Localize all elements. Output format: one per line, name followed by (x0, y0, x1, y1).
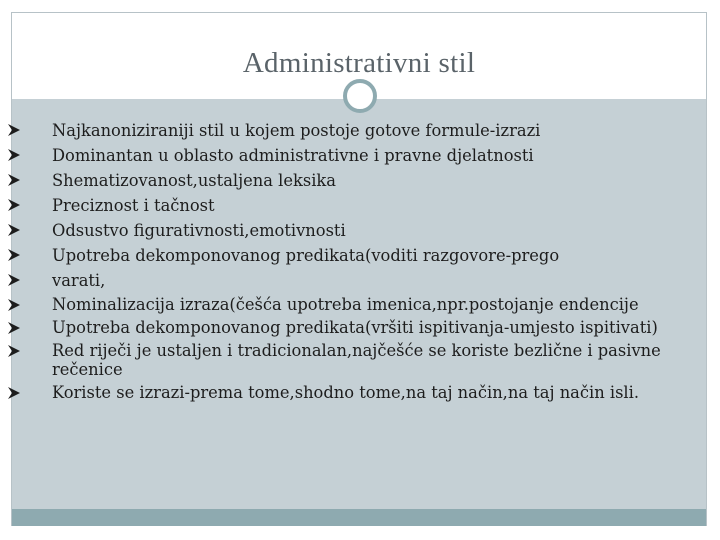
bullet-text: Red riječi je ustaljen i tradicionalan,najčešće se koriste bezlične i pasivne rečenice (52, 341, 661, 379)
bullet-text: Shematizovanost,ustaljena leksika (52, 171, 337, 190)
arrow-bullet-icon (7, 223, 21, 237)
arrow-bullet-icon (7, 173, 21, 187)
arrow-bullet-icon (7, 273, 21, 287)
bullet-text: Preciznost i tačnost (52, 196, 215, 215)
bullet-item (7, 383, 667, 402)
bottom-accent-bar (12, 509, 706, 526)
arrow-bullet-icon (7, 298, 21, 312)
bullet-item (7, 245, 667, 267)
arrow-bullet-icon (7, 386, 21, 400)
arrow-bullet-icon (7, 148, 21, 162)
bullet-text: Koriste se izrazi-prema tome,shodno tome,na taj način,na taj način isli. (52, 383, 640, 402)
arrow-bullet-icon (7, 123, 21, 137)
bullet-item (7, 220, 667, 242)
bullet-text: Dominantan u oblasto administrativne i pravne djelatnosti (52, 146, 534, 165)
bullet-text: Najkanoniziraniji stil u kojem postoje gotove formule-izrazi (52, 121, 541, 140)
bullet-item (7, 318, 667, 337)
bullet-item (7, 170, 667, 192)
bullet-item (7, 270, 667, 292)
circle-ring-icon (343, 79, 377, 113)
bullet-text: Odsustvo figurativnosti,emotivnosti (52, 221, 346, 240)
arrow-bullet-icon (7, 321, 21, 335)
bullet-list (7, 120, 667, 406)
arrow-bullet-icon (7, 248, 21, 262)
bullet-item (7, 145, 667, 167)
bullet-text: Upotreba dekomponovanog predikata(vršiti ispitivanja-umjesto ispitivati) (52, 318, 658, 337)
bullet-item (7, 195, 667, 217)
bullet-text: Nominalizacija izraza(češća upotreba imenica,npr.postojanje endencije (52, 295, 639, 314)
arrow-bullet-icon (7, 198, 21, 212)
bullet-text: Upotreba dekomponovanog predikata(voditi razgovore-prego (52, 246, 560, 265)
arrow-bullet-icon (7, 344, 21, 358)
bullet-item (7, 295, 667, 314)
bullet-item (7, 120, 667, 142)
slide-title: Administrativni stil (242, 47, 476, 79)
bullet-item (7, 341, 667, 379)
bullet-text: varati, (52, 271, 106, 290)
